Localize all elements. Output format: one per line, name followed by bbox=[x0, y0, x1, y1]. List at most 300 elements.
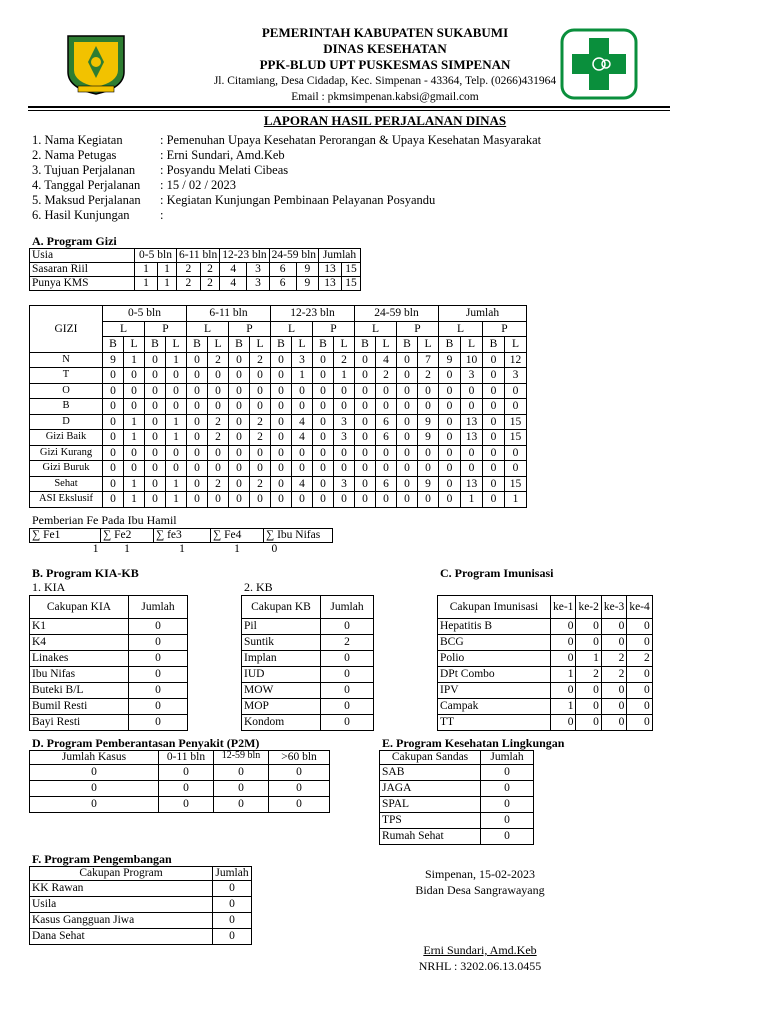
info-row bbox=[32, 148, 541, 163]
table-cell: 0 bbox=[124, 445, 145, 461]
info-value: : Posyandu Melati Cibeas bbox=[160, 163, 289, 177]
table-cell: 1 bbox=[551, 699, 576, 715]
table-cell: 0 bbox=[124, 461, 145, 477]
col-header: Cakupan Program bbox=[30, 867, 213, 881]
sex-header: P bbox=[313, 321, 355, 337]
table-cell: 0 bbox=[313, 461, 334, 477]
table-cell: 0 bbox=[208, 461, 229, 477]
col-header: Jumlah bbox=[213, 867, 252, 881]
table-cell: 2 bbox=[177, 263, 201, 277]
info-row bbox=[32, 208, 541, 223]
table-cell: 0 bbox=[159, 797, 214, 813]
row-label: IUD bbox=[242, 667, 321, 683]
fe-value: 1 bbox=[179, 543, 185, 555]
row-label: Buteki B/L bbox=[30, 683, 129, 699]
table-row bbox=[30, 476, 527, 492]
subtitle-kb: 2. KB bbox=[244, 580, 273, 594]
row-label: IPV bbox=[438, 683, 551, 699]
table-cell: 0 bbox=[145, 476, 166, 492]
table-cell: 0 bbox=[313, 445, 334, 461]
table-cell: 2 bbox=[250, 414, 271, 430]
table-cell: 0 bbox=[124, 383, 145, 399]
row-value: 0 bbox=[213, 913, 252, 929]
table-cell: 0 bbox=[229, 352, 250, 368]
info-label: 2. Nama Petugas bbox=[32, 148, 117, 162]
row-label: Punya KMS bbox=[30, 277, 135, 291]
age-group-header: 12-23 bln bbox=[271, 306, 355, 322]
table-cell: 0 bbox=[145, 368, 166, 384]
table-cell: 0 bbox=[229, 492, 250, 508]
table-cell: 0 bbox=[418, 492, 439, 508]
pengembangan-table bbox=[29, 866, 252, 945]
table-cell: 2 bbox=[208, 476, 229, 492]
table-cell: 0 bbox=[103, 445, 124, 461]
col-header: ke-3 bbox=[601, 596, 626, 619]
age-group-header: 6-11 bln bbox=[187, 306, 271, 322]
subcol-header: B bbox=[439, 337, 461, 353]
col-header: ∑ fe3 bbox=[154, 529, 211, 543]
row-label: MOW bbox=[242, 683, 321, 699]
table-cell: 2 bbox=[418, 368, 439, 384]
table-cell: 0 bbox=[103, 399, 124, 415]
table-cell: 0 bbox=[313, 352, 334, 368]
table-cell: 2 bbox=[250, 476, 271, 492]
row-value: 0 bbox=[129, 651, 188, 667]
info-value: : Kegiatan Kunjungan Pembinaan Pelayanan Posyandu bbox=[160, 193, 436, 207]
subcol-header: B bbox=[103, 337, 124, 353]
table-cell: 0 bbox=[439, 445, 461, 461]
age-group-header: 0-5 bln bbox=[103, 306, 187, 322]
col-header: Cakupan Imunisasi bbox=[438, 596, 551, 619]
table-row bbox=[30, 461, 527, 477]
table-cell: 0 bbox=[355, 414, 376, 430]
table-cell: 0 bbox=[145, 383, 166, 399]
table-cell: 0 bbox=[376, 399, 397, 415]
col-header: >60 bln bbox=[269, 751, 330, 765]
table-cell: 0 bbox=[250, 383, 271, 399]
row-label: Kasus Gangguan Jiwa bbox=[30, 913, 213, 929]
row-label: Kondom bbox=[242, 715, 321, 731]
table-row bbox=[30, 383, 527, 399]
table-cell: 3 bbox=[247, 263, 269, 277]
table-cell: 0 bbox=[439, 399, 461, 415]
table-cell: 0 bbox=[601, 683, 626, 699]
table-cell: 0 bbox=[334, 492, 355, 508]
table-cell: 0 bbox=[397, 461, 418, 477]
table-cell: 1 bbox=[166, 352, 187, 368]
table-cell: 13 bbox=[461, 414, 483, 430]
table-row bbox=[438, 699, 653, 715]
table-cell: 0 bbox=[397, 492, 418, 508]
table-cell: 0 bbox=[271, 461, 292, 477]
table-cell: 0 bbox=[576, 715, 601, 731]
table-cell: 0 bbox=[269, 781, 330, 797]
table-row bbox=[30, 765, 330, 781]
table-cell: 0 bbox=[166, 383, 187, 399]
table-row bbox=[438, 683, 653, 699]
table-cell: 0 bbox=[103, 492, 124, 508]
table-cell: 4 bbox=[376, 352, 397, 368]
info-row bbox=[32, 193, 541, 208]
table-cell: 1 bbox=[124, 430, 145, 446]
table-cell: 0 bbox=[208, 399, 229, 415]
row-label: Suntik bbox=[242, 635, 321, 651]
table-cell: 0 bbox=[551, 651, 576, 667]
table-cell: 0 bbox=[418, 445, 439, 461]
kb-table bbox=[241, 595, 374, 731]
table-cell: 0 bbox=[229, 461, 250, 477]
sex-header: L bbox=[439, 321, 483, 337]
info-row bbox=[32, 178, 541, 193]
table-cell: 1 bbox=[166, 430, 187, 446]
table-cell: 3 bbox=[334, 430, 355, 446]
table-cell: 0 bbox=[334, 399, 355, 415]
table-cell: 1 bbox=[135, 277, 158, 291]
table-cell: 2 bbox=[250, 430, 271, 446]
table-cell: 0 bbox=[103, 414, 124, 430]
row-value: 0 bbox=[321, 715, 374, 731]
table-cell: 3 bbox=[334, 476, 355, 492]
table-cell: 0 bbox=[627, 667, 652, 683]
row-label: T bbox=[30, 368, 103, 384]
table-cell: 1 bbox=[334, 368, 355, 384]
row-label: Linakes bbox=[30, 651, 129, 667]
subcol-header: L bbox=[461, 337, 483, 353]
table-cell: 0 bbox=[271, 399, 292, 415]
table-row bbox=[30, 414, 527, 430]
table-cell: 0 bbox=[124, 399, 145, 415]
subcol-header: L bbox=[505, 337, 527, 353]
fe-value: 1 bbox=[234, 543, 240, 555]
table-cell: 1 bbox=[461, 492, 483, 508]
table-cell: 10 bbox=[461, 352, 483, 368]
subcol-header: L bbox=[334, 337, 355, 353]
table-cell: 0 bbox=[483, 461, 505, 477]
row-label: Campak bbox=[438, 699, 551, 715]
col-header: Cakupan KIA bbox=[30, 596, 129, 619]
table-cell: 1 bbox=[124, 414, 145, 430]
table-cell: 0 bbox=[551, 715, 576, 731]
table-cell: 0 bbox=[229, 476, 250, 492]
table-cell: 2 bbox=[200, 263, 220, 277]
row-value: 0 bbox=[481, 765, 534, 781]
table-cell: 0 bbox=[271, 414, 292, 430]
table-cell: 6 bbox=[376, 430, 397, 446]
row-label: Implan bbox=[242, 651, 321, 667]
letterhead-line2: DINAS KESEHATAN bbox=[323, 41, 447, 56]
table-cell: 0 bbox=[483, 414, 505, 430]
info-row bbox=[32, 163, 541, 178]
table-cell: 15 bbox=[342, 277, 361, 291]
table-cell: 0 bbox=[355, 383, 376, 399]
imunisasi-table bbox=[437, 595, 653, 731]
table-cell: 13 bbox=[461, 430, 483, 446]
table-cell: 0 bbox=[208, 492, 229, 508]
corner-header: GIZI bbox=[30, 306, 103, 353]
table-cell: 0 bbox=[397, 383, 418, 399]
table-cell: 3 bbox=[461, 368, 483, 384]
section-title-kia-kb: B. Program KIA-KB bbox=[32, 566, 139, 580]
table-cell: 0 bbox=[30, 797, 159, 813]
sex-header: P bbox=[145, 321, 187, 337]
row-value: 0 bbox=[321, 683, 374, 699]
row-label: JAGA bbox=[380, 781, 481, 797]
table-cell: 0 bbox=[439, 414, 461, 430]
table-cell: 0 bbox=[461, 461, 483, 477]
table-cell: 1 bbox=[292, 368, 313, 384]
table-cell: 0 bbox=[439, 461, 461, 477]
row-value: 2 bbox=[321, 635, 374, 651]
table-cell: 0 bbox=[576, 699, 601, 715]
letterhead-divider bbox=[28, 106, 670, 111]
row-label: D bbox=[30, 414, 103, 430]
table-cell: 9 bbox=[439, 352, 461, 368]
table-cell: 0 bbox=[145, 492, 166, 508]
table-row bbox=[380, 813, 534, 829]
table-cell: 0 bbox=[187, 430, 208, 446]
col-header: ∑ Ibu Nifas bbox=[264, 529, 333, 543]
table-cell: 1 bbox=[551, 667, 576, 683]
table-cell: 1 bbox=[166, 492, 187, 508]
table-row bbox=[30, 683, 188, 699]
subcol-header: B bbox=[187, 337, 208, 353]
col-header: ke-4 bbox=[627, 596, 652, 619]
col-header: 0-11 bln bbox=[159, 751, 214, 765]
table-row bbox=[30, 781, 330, 797]
row-value: 0 bbox=[213, 881, 252, 897]
row-value: 0 bbox=[129, 667, 188, 683]
row-label: Dana Sehat bbox=[30, 929, 213, 945]
table-cell: 0 bbox=[505, 445, 527, 461]
subcol-header: B bbox=[271, 337, 292, 353]
table-cell: 0 bbox=[166, 399, 187, 415]
table-row bbox=[30, 277, 361, 291]
sex-header: P bbox=[483, 321, 527, 337]
table-cell: 0 bbox=[187, 414, 208, 430]
table-row bbox=[30, 929, 252, 945]
table-cell: 2 bbox=[208, 430, 229, 446]
info-row bbox=[32, 133, 541, 148]
table-cell: 0 bbox=[250, 368, 271, 384]
row-label: Gizi Buruk bbox=[30, 461, 103, 477]
table-cell: 0 bbox=[627, 635, 652, 651]
table-cell: 2 bbox=[177, 277, 201, 291]
table-cell: 0 bbox=[376, 492, 397, 508]
table-cell: 6 bbox=[269, 263, 296, 277]
table-cell: 4 bbox=[292, 476, 313, 492]
table-cell: 0 bbox=[505, 461, 527, 477]
table-cell: 0 bbox=[166, 445, 187, 461]
table-cell: 0 bbox=[103, 383, 124, 399]
row-label: Bumil Resti bbox=[30, 699, 129, 715]
table-cell: 0 bbox=[103, 461, 124, 477]
table-cell: 0 bbox=[166, 368, 187, 384]
table-cell: 9 bbox=[418, 430, 439, 446]
sex-header: P bbox=[229, 321, 271, 337]
table-cell: 0 bbox=[166, 461, 187, 477]
table-cell: 0 bbox=[483, 476, 505, 492]
table-row bbox=[242, 667, 374, 683]
table-cell: 0 bbox=[627, 699, 652, 715]
table-cell: 0 bbox=[439, 383, 461, 399]
table-cell: 0 bbox=[355, 368, 376, 384]
table-cell: 4 bbox=[292, 430, 313, 446]
table-cell: 0 bbox=[397, 399, 418, 415]
subcol-header: L bbox=[208, 337, 229, 353]
table-cell: 0 bbox=[103, 430, 124, 446]
table-row bbox=[380, 781, 534, 797]
table-cell: 0 bbox=[334, 461, 355, 477]
table-cell: 0 bbox=[397, 368, 418, 384]
puskesmas-logo bbox=[560, 28, 638, 100]
row-value: 0 bbox=[321, 667, 374, 683]
row-label: Pil bbox=[242, 619, 321, 635]
table-cell: 0 bbox=[145, 414, 166, 430]
row-value: 0 bbox=[129, 715, 188, 731]
table-cell: 0 bbox=[313, 492, 334, 508]
subcol-header: B bbox=[313, 337, 334, 353]
sex-header: L bbox=[271, 321, 313, 337]
table-cell: 0 bbox=[271, 352, 292, 368]
section-title-p2m: D. Program Pemberantasan Penyakit (P2M) bbox=[32, 736, 260, 750]
table-cell: 0 bbox=[187, 383, 208, 399]
fe-table bbox=[29, 528, 333, 556]
col-header: ∑ Fe4 bbox=[211, 529, 264, 543]
table-cell: 0 bbox=[214, 781, 269, 797]
table-cell: 0 bbox=[461, 383, 483, 399]
table-cell: 13 bbox=[461, 476, 483, 492]
col-header: Jumlah bbox=[129, 596, 188, 619]
subcol-header: B bbox=[355, 337, 376, 353]
subcol-header: L bbox=[292, 337, 313, 353]
table-cell: 0 bbox=[229, 368, 250, 384]
table-row bbox=[30, 263, 361, 277]
col-header: Jumlah bbox=[321, 596, 374, 619]
table-row bbox=[242, 619, 374, 635]
row-label: Gizi Kurang bbox=[30, 445, 103, 461]
table-row bbox=[30, 913, 252, 929]
table-cell: 0 bbox=[250, 461, 271, 477]
table-cell: 0 bbox=[103, 368, 124, 384]
col-header: 24-59 bln bbox=[269, 249, 318, 263]
row-label: DPt Combo bbox=[438, 667, 551, 683]
table-cell: 0 bbox=[551, 635, 576, 651]
table-cell: 0 bbox=[313, 399, 334, 415]
table-cell: 0 bbox=[292, 492, 313, 508]
table-cell: 0 bbox=[334, 445, 355, 461]
table-cell: 0 bbox=[208, 445, 229, 461]
subcol-header: B bbox=[145, 337, 166, 353]
row-label: Ibu Nifas bbox=[30, 667, 129, 683]
section-title-kesling: E. Program Kesehatan Lingkungan bbox=[382, 736, 565, 750]
table-cell: 0 bbox=[271, 492, 292, 508]
table-cell: 1 bbox=[505, 492, 527, 508]
table-cell: 0 bbox=[627, 683, 652, 699]
col-header: ∑ Fe2 bbox=[101, 529, 154, 543]
table-cell: 9 bbox=[418, 476, 439, 492]
row-label: KK Rawan bbox=[30, 881, 213, 897]
table-row bbox=[30, 543, 333, 557]
row-value: 0 bbox=[129, 619, 188, 635]
document-title: LAPORAN HASIL PERJALANAN DINAS bbox=[263, 113, 507, 128]
fe-title: Pemberian Fe Pada Ibu Hamil bbox=[32, 513, 177, 527]
table-cell: 2 bbox=[250, 352, 271, 368]
regency-logo bbox=[64, 32, 128, 96]
table-cell: 0 bbox=[355, 476, 376, 492]
signature-role: Bidan Desa Sangrawayang bbox=[415, 883, 545, 897]
section-title-pengembangan: F. Program Pengembangan bbox=[32, 852, 172, 866]
table-cell: 0 bbox=[418, 399, 439, 415]
kesling-table bbox=[379, 750, 534, 845]
table-row bbox=[438, 715, 653, 731]
row-label: Sehat bbox=[30, 476, 103, 492]
table-cell: 0 bbox=[313, 476, 334, 492]
table-row bbox=[438, 667, 653, 683]
table-cell: 0 bbox=[271, 383, 292, 399]
gizi-detail-table bbox=[29, 305, 527, 508]
table-cell: 0 bbox=[313, 368, 334, 384]
table-cell: 0 bbox=[334, 383, 355, 399]
row-value: 0 bbox=[481, 797, 534, 813]
table-cell: 0 bbox=[229, 430, 250, 446]
row-value: 0 bbox=[129, 683, 188, 699]
table-cell: 0 bbox=[418, 461, 439, 477]
table-cell: 0 bbox=[397, 352, 418, 368]
table-row bbox=[30, 881, 252, 897]
letterhead-line1: PEMERINTAH KABUPATEN SUKABUMI bbox=[261, 25, 509, 40]
table-cell: 2 bbox=[576, 667, 601, 683]
col-header: ∑ Fe1 bbox=[30, 529, 101, 543]
table-cell: 0 bbox=[187, 368, 208, 384]
table-cell: 0 bbox=[145, 461, 166, 477]
table-cell: 4 bbox=[220, 263, 247, 277]
row-value: 0 bbox=[321, 619, 374, 635]
row-label: MOP bbox=[242, 699, 321, 715]
table-cell: 0 bbox=[355, 352, 376, 368]
row-label: ASI Ekslusif bbox=[30, 492, 103, 508]
table-cell: 2 bbox=[601, 667, 626, 683]
row-label: Hepatitis B bbox=[438, 619, 551, 635]
table-row bbox=[438, 635, 653, 651]
row-label: B bbox=[30, 399, 103, 415]
row-value: 0 bbox=[321, 651, 374, 667]
table-cell: 0 bbox=[124, 368, 145, 384]
table-row bbox=[30, 368, 527, 384]
table-cell: 0 bbox=[269, 765, 330, 781]
table-cell: 0 bbox=[187, 399, 208, 415]
table-cell: 0 bbox=[313, 383, 334, 399]
table-cell: 0 bbox=[250, 445, 271, 461]
table-row bbox=[30, 715, 188, 731]
info-label: 5. Maksud Perjalanan bbox=[32, 193, 141, 207]
table-cell: 2 bbox=[200, 277, 220, 291]
signature-place-date: Simpenan, 15-02-2023 bbox=[425, 867, 535, 881]
subcol-header: B bbox=[229, 337, 250, 353]
row-value: 0 bbox=[213, 897, 252, 913]
table-cell: 0 bbox=[229, 414, 250, 430]
sex-header: L bbox=[355, 321, 397, 337]
letterhead-line3: PPK-BLUD UPT PUSKESMAS SIMPENAN bbox=[259, 57, 511, 72]
sex-header: P bbox=[397, 321, 439, 337]
table-cell: 0 bbox=[376, 383, 397, 399]
table-cell: 0 bbox=[483, 492, 505, 508]
table-cell: 1 bbox=[576, 651, 601, 667]
info-value: : Pemenuhan Upaya Kesehatan Perorangan & Upaya Kesehatan Masyarakat bbox=[160, 133, 542, 147]
info-label: 3. Tujuan Perjalanan bbox=[32, 163, 136, 177]
table-cell: 0 bbox=[601, 699, 626, 715]
table-row bbox=[30, 430, 527, 446]
table-cell: 0 bbox=[627, 619, 652, 635]
